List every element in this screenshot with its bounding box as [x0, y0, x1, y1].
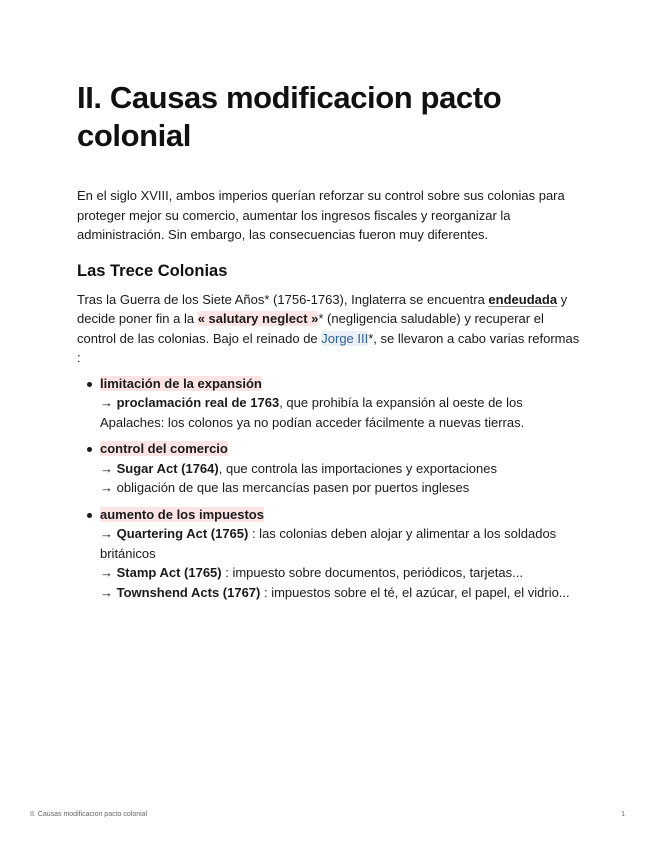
bold-term: → Sugar Act (1764): [100, 460, 219, 476]
section-heading: Las Trece Colonias: [77, 261, 228, 280]
highlighted-term: « salutary neglect »: [197, 311, 319, 326]
paragraph-text: *, se llevaron a cabo varias reformas :: [77, 330, 580, 365]
underlined-term: endeudada: [488, 291, 558, 307]
page-title: II. Causas modificacion pacto colonial: [77, 80, 502, 153]
list-item: [100, 439, 582, 498]
bold-term: → Stamp Act (1765): [100, 565, 222, 580]
list-item-line: [100, 583, 582, 603]
page-number: 1: [621, 811, 625, 818]
bold-term: → Townshend Acts (1767): [100, 584, 261, 600]
intro-paragraph: En el siglo XVIII, ambos imperios querían reforzar su control sobre sus colonias para proteger mejor su comercio, aumentar los ingresos fiscales y reorganizar la administración. Sin embargo, las consecuencias fueron muy diferentes.: [77, 188, 565, 242]
line-text: : impuestos sobre el té, el azúcar, el papel, el vidrio...: [260, 584, 570, 600]
paragraph-text: Tras la Guerra de los Siete Años* (1756-1763), Inglaterra se encuentra: [77, 291, 489, 307]
reform-list: [77, 374, 582, 603]
page-footer: [30, 811, 625, 818]
list-item: [100, 505, 582, 603]
list-item-heading: control del comercio: [100, 441, 228, 456]
list-item-line: [100, 524, 582, 563]
glossary-link[interactable]: Jorge III: [321, 330, 369, 346]
document-page: [77, 79, 582, 609]
line-text: : las colonias deben alojar y alimentar a los soldados británicos: [100, 526, 557, 561]
list-item-line: → obligación de que las mercancías pasen por puertos ingleses: [100, 480, 470, 495]
line-text: : impuesto sobre documentos, periódicos, tarjetas...: [221, 565, 523, 580]
list-item-heading: aumento de los impuestos: [100, 506, 264, 522]
footer-title: II. Causas modificacion pacto colonial: [30, 811, 148, 818]
list-item: [100, 374, 582, 433]
list-item-line: [100, 563, 582, 583]
bold-term: → Quartering Act (1765): [100, 526, 249, 541]
list-item-line: [100, 393, 582, 432]
paragraph-text: * (negligencia saludable) y recuperar el control de las colonias. Bajo el reinado de: [77, 311, 544, 346]
section-paragraph: [77, 290, 582, 368]
line-text: , que prohibía la expansión al oeste de los Apalaches: los colonos ya no podían acceder fácilmente a nuevas tierras.: [100, 395, 525, 430]
bold-term: → proclamación real de 1763: [100, 395, 280, 410]
list-item-line: [100, 459, 582, 479]
paragraph-text: y decide poner fin a la: [77, 291, 568, 326]
line-text: , que controla las importaciones y exportaciones: [218, 460, 497, 476]
list-item-heading: limitación de la expansión: [100, 375, 262, 391]
